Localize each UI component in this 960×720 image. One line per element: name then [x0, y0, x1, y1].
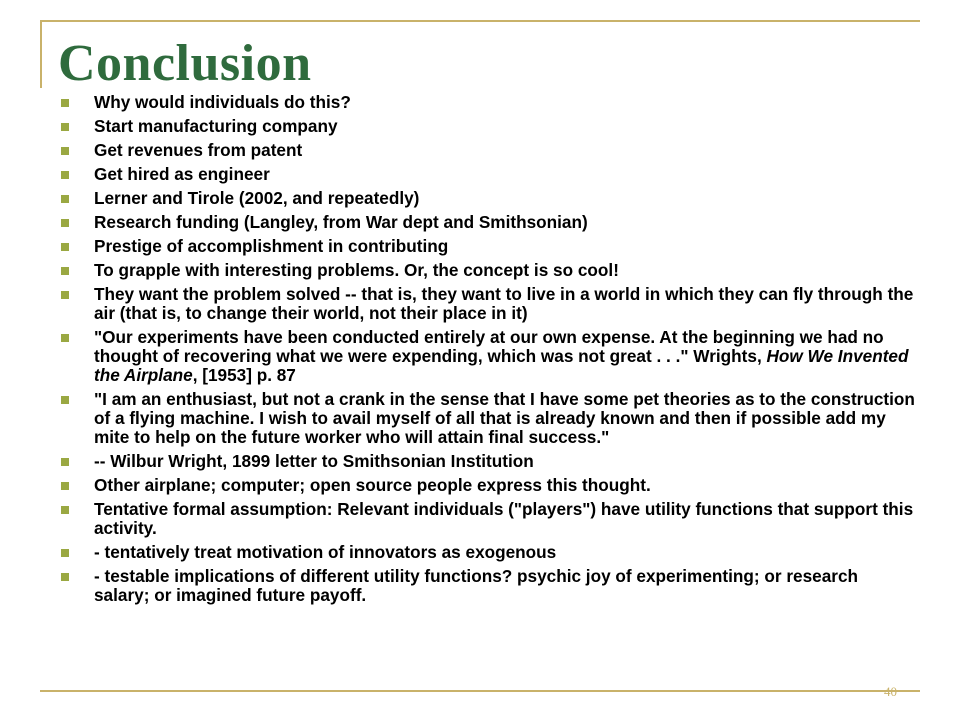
bullet-text: "I am an enthusiast, but not a crank in the sense that I have some pet theories as to the construction of a flying machine. I wish to avail myself of all that is already known and then if possible add my mite to help on the future worker who will attain final success.": [94, 389, 915, 447]
bullet-list: [58, 93, 918, 610]
square-bullet-icon: [61, 334, 69, 342]
bullet-text: Prestige of accomplishment in contributing: [94, 236, 449, 256]
square-bullet-icon: [61, 458, 69, 466]
square-bullet-icon: [61, 549, 69, 557]
bullet-text: To grapple with interesting problems. Or, the concept is so cool!: [94, 260, 619, 280]
bullet-text: , [1953] p. 87: [192, 365, 296, 385]
bullet-item: [58, 261, 918, 280]
bullet-text: Get hired as engineer: [94, 164, 270, 184]
bullet-item: [58, 189, 918, 208]
bullet-item: [58, 500, 918, 538]
bullet-text: - tentatively treat motivation of innovators as exogenous: [94, 542, 557, 562]
bullet-item: [58, 285, 918, 323]
bullet-text: Lerner and Tirole (2002, and repeatedly): [94, 188, 420, 208]
square-bullet-icon: [61, 123, 69, 131]
square-bullet-icon: [61, 267, 69, 275]
bullet-item: [58, 237, 918, 256]
square-bullet-icon: [61, 506, 69, 514]
bullet-text: -- Wilbur Wright, 1899 letter to Smithsonian Institution: [94, 451, 534, 471]
bullet-item: [58, 390, 918, 447]
bullet-text: They want the problem solved -- that is, they want to live in a world in which they can fly through the air (that is, to change their world, not their place in it): [94, 284, 914, 323]
bullet-item: [58, 452, 918, 471]
bullet-text: Start manufacturing company: [94, 116, 338, 136]
bullet-item: [58, 476, 918, 495]
square-bullet-icon: [61, 147, 69, 155]
bullet-item: [58, 213, 918, 232]
bullet-text: "Our experiments have been conducted entirely at our own expense. At the beginning we had no thought of recovering what we were expending, which was not great . . ." Wrights,: [94, 327, 884, 366]
square-bullet-icon: [61, 243, 69, 251]
bullet-text: - testable implications of different utility functions? psychic joy of experimenting; or research salary; or imagined future payoff.: [94, 566, 859, 605]
bullet-item: [58, 165, 918, 184]
square-bullet-icon: [61, 171, 69, 179]
top-rule: [40, 20, 920, 22]
bullet-item: [58, 543, 918, 562]
bullet-text-italic: How We Invented the Airplane: [94, 346, 909, 385]
bullet-text: Other airplane; computer; open source people express this thought.: [94, 475, 651, 495]
slide-title: Conclusion: [58, 35, 312, 92]
square-bullet-icon: [61, 573, 69, 581]
bullet-item: [58, 328, 918, 385]
bullet-item: [58, 117, 918, 136]
square-bullet-icon: [61, 99, 69, 107]
square-bullet-icon: [61, 291, 69, 299]
bullet-item: [58, 141, 918, 160]
bullet-item: [58, 567, 918, 605]
bullet-item: [58, 93, 918, 112]
bullet-text: Research funding (Langley, from War dept and Smithsonian): [94, 212, 588, 232]
square-bullet-icon: [61, 482, 69, 490]
bullet-text: Get revenues from patent: [94, 140, 303, 160]
left-rule: [40, 20, 42, 88]
bottom-rule: [40, 690, 920, 692]
square-bullet-icon: [61, 195, 69, 203]
bullet-text: Tentative formal assumption: Relevant individuals ("players") have utility functions that support this activity.: [94, 499, 914, 538]
square-bullet-icon: [61, 219, 69, 227]
bullet-text: Why would individuals do this?: [94, 92, 351, 112]
square-bullet-icon: [61, 396, 69, 404]
page-number: 40: [884, 684, 897, 699]
